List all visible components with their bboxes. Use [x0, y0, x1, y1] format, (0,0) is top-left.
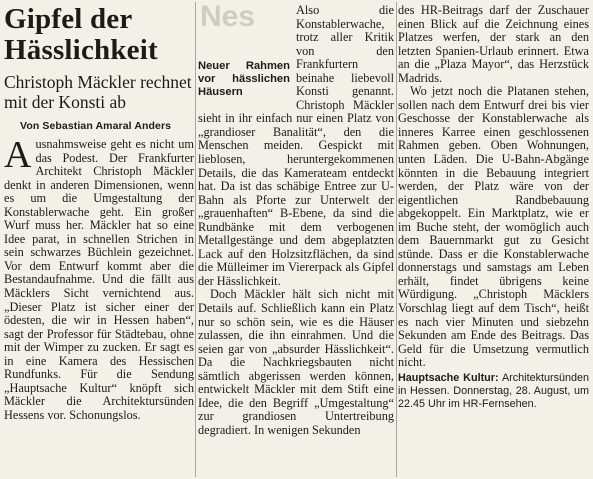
paragraph [4, 134, 194, 422]
paragraph: Wo jetzt noch die Platanen stehen, sollen nach dem Entwurf drei bis vier Geschosse der Konstablerwache als inneres Karree einen geschlossenen Rahmen geben. Oben Wohnungen, unten Läden. Die U-Bahn-Abgänge könnten in die Bebauung integriert werden, der Platz wäre von der eigentlichen Randbebauung abgekoppelt. Ein Marktplatz, wie er im Buche steht, der womöglich auch dem Bauernmarkt gut zu Gesicht stünde. Dass er die Konstablerwache donnerstags und samstags am Leben erhält, findet übrigens keine Würdigung. „Christoph Mäcklers Vorschlag liegt auf dem Tisch“, heißt es nach vier Minuten und siebzehn Sekunden am Ende des Beitrags. Das Geld für die Umsetzung vermutlich nicht. [398, 84, 589, 370]
column-1-body [4, 134, 194, 422]
byline: Von Sebastian Amaral Anders [20, 120, 172, 132]
paragraph-text: Also die Konstablerwache, trotz aller Kritik von den Frankfurtern beinahe liebevoll Konsti genannt. Christoph Mäckler sieht in ihr einfach nur einen Platz von „grandioser Banalität“, den die Menschen meiden. Gespickt mit lieblosen, heruntergekommenen Details, die das Kamerateam entdeckt hat. Da ist das schäbige Entree zur U-Bahn als Pforte zur Unterwelt der „grauenhaften“ B-Ebene, da sind die Rundbänke mit dem verbogenen Metallgestänge und dem abgeplatzten Lack auf den Holzsitzflächen, da sind die Mülleimer im Viererpack als Gipfel der Hässlichkeit. [198, 3, 394, 288]
broadcast-note-label: Hauptsache Kultur: [398, 371, 499, 384]
article-headline: Gipfel der Hässlichkeit [4, 3, 158, 66]
paragraph-text: usnahmsweise geht es nicht um das Podest. Der Frankfurter Architekt Christoph Mäckler denkt in anderen Dimensionen, wenn es um die Umgestaltung der Konstablerwache geht. Ein großer Wurf muss her. Mäckler hat so eine Idee parat, in schnellen Strichen in sein schwarzes Büchlein gezeichnet. Vor dem Entwurf kommt aber die Bestandaufnahme. Und die fällt aus Mäcklers Sicht vernichtend aus. „Dieser Platz ist sicher einer der ödesten, die wir in Hessen haben“, sagt der Professor für Städtebau, ohne mit der Wimper zu zucken. Er sagt es in eine Kamera des Hessischen Rundfunks. Für die Sendung „Hauptsache Kultur“ knöpft sich Mäckler die Architektursünden Hessens vor. Schonungslos. [4, 137, 194, 422]
background-bleed-text: Nes [200, 0, 256, 33]
drop-cap: A [4, 134, 32, 176]
article-subheadline: Christoph Mäckler rechnet mit der Konsti ab [4, 72, 192, 112]
broadcast-note [398, 372, 589, 412]
column-1 [4, 4, 194, 475]
column-3 [398, 4, 589, 475]
paragraph: des HR-Beitrags darf der Zuschauer einen Blick auf die Zeichnung eines Platzes werfen, der stark an den letzten Spanien-Urlaub erinnert. Etwa an die „Plaza Mayor“, das Herzstück Madrids. [398, 3, 589, 85]
paragraph: Doch Mäckler hält sich nicht mit Details auf. Schließlich kann ein Platz nur so schön sein, wie es die Häuser zulassen, die ihn einrahmen. Und die seien gar von „absurder Hässlichkeit“. Da die Nachkriegsbauten nicht sämtlich abgerissen werden können, entwickelt Mäckler mit dem Stift eine Idee, die den Begriff „Umgestaltung“ zur grandiosen Untertreibung degradiert. In wenigen Sekunden [198, 287, 394, 437]
column-2-body [198, 4, 394, 438]
column-divider [195, 2, 196, 477]
section-heading: Neuer Rahmen vor hässlichen Häusern [198, 60, 290, 98]
column-2 [198, 4, 394, 475]
broadcast-note-text: Architektursünden in Hessen. Donnerstag, 28. August, um 22.45 Uhr im HR-Fernsehen. [398, 371, 589, 411]
paragraph [198, 4, 394, 288]
column-3-body [398, 4, 589, 370]
column-divider [396, 2, 397, 477]
